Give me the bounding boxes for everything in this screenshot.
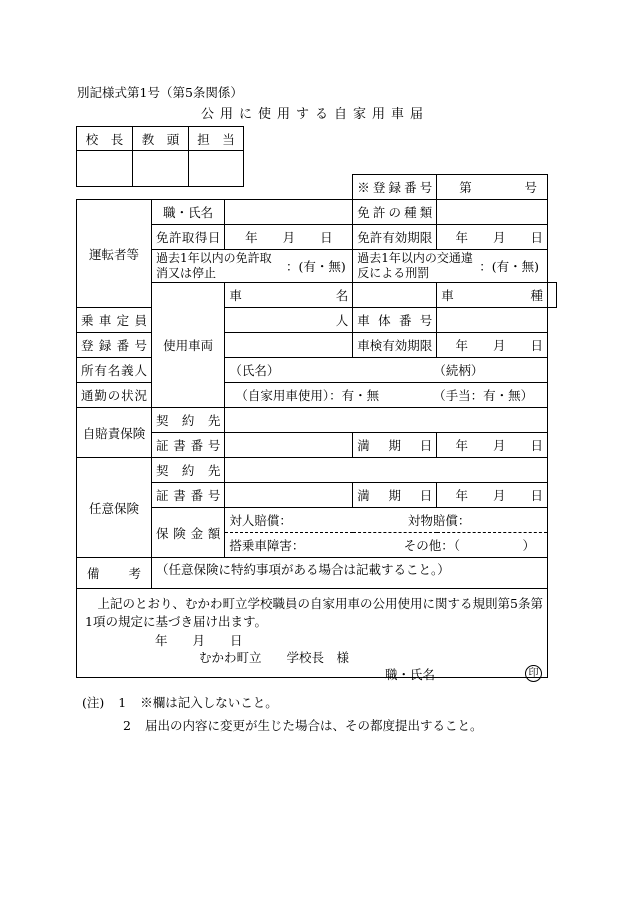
compulsory-expiry-field[interactable]: 年 月 日 <box>437 433 548 458</box>
commute-allowance-value: （手当：有・無） <box>433 388 534 403</box>
car-name-label: 車 名 <box>225 283 353 308</box>
note-1-text: ※欄は記入しないこと。 <box>140 695 278 710</box>
owner-field[interactable] <box>225 358 548 383</box>
note-1-number: 1 <box>118 695 127 710</box>
plate-number-label: 登録番号 <box>77 333 152 358</box>
note-prefix: (注) <box>82 695 105 710</box>
remarks-instruction: （任意保険に特約事項がある場合は記載すること。） <box>156 562 450 577</box>
passenger-injury-label: 搭乗車障害： <box>229 538 305 553</box>
coverage-bodily-property-field[interactable] <box>225 508 548 533</box>
approval-header-vice-principal: 教 頭 <box>133 127 189 151</box>
compulsory-expiry-label: 満期日 <box>353 433 437 458</box>
driver-name-label: 職・氏名 <box>152 200 225 225</box>
plate-number-field[interactable] <box>225 333 353 358</box>
compulsory-cert-field[interactable] <box>225 433 353 458</box>
driver-name-field[interactable] <box>225 200 353 225</box>
violation-cell[interactable] <box>353 250 548 283</box>
violation-value: ：(有・無) <box>479 259 540 274</box>
form-title: 公用に使用する自家用車届 <box>200 107 429 122</box>
capacity-field[interactable]: 人 <box>225 308 353 333</box>
section-voluntary-insurance: 任意保険 <box>77 458 152 558</box>
owner-label: 所有名義人 <box>77 358 152 383</box>
registration-number-label: ※登録番号 <box>353 175 437 200</box>
commute-usage-value: （自家用車使用）：有・無 <box>235 388 380 403</box>
remarks-field[interactable] <box>152 558 548 589</box>
other-coverage-label: その他：（ ） <box>403 538 535 553</box>
voluntary-cert-field[interactable] <box>225 483 353 508</box>
coverage-passenger-other-field[interactable] <box>225 533 548 558</box>
note-2-number: 2 <box>123 718 131 733</box>
revocation-cell[interactable] <box>152 250 353 283</box>
revocation-value: ：(有・無) <box>286 259 346 274</box>
coverage-amount-label: 保険金額 <box>152 508 225 558</box>
note-2 <box>123 716 482 734</box>
car-name-field[interactable] <box>353 283 437 308</box>
chassis-number-field[interactable] <box>437 308 548 333</box>
voluntary-contract-field[interactable] <box>225 458 548 483</box>
form-number: 別記様式第1号（第5条関係） <box>77 85 243 100</box>
registration-number-field[interactable]: 第 号 <box>437 175 548 200</box>
commute-field[interactable] <box>225 383 548 408</box>
revocation-label: 過去1年以内の免許取消又は停止 <box>156 251 272 280</box>
approval-header-principal: 校 長 <box>77 127 133 151</box>
signer-label: 職・氏名 <box>385 667 436 682</box>
approval-header-staff: 担 当 <box>189 127 244 151</box>
compulsory-cert-label: 証書番号 <box>152 433 225 458</box>
declaration-date[interactable]: 年 月 日 <box>155 633 243 648</box>
license-expiry-label: 免許有効期限 <box>353 225 437 250</box>
remarks-label: 備 考 <box>77 558 152 589</box>
license-date-label: 免許取得日 <box>152 225 225 250</box>
property-liability-label: 対物賠償： <box>407 513 471 528</box>
compulsory-contract-field[interactable] <box>225 408 548 433</box>
declaration-text: 上記のとおり、むかわ町立学校職員の自家用車の公用使用に関する規則第5条第1項の規定に基づき届け出ます。 <box>85 596 543 629</box>
compulsory-contract-label: 契約先 <box>152 408 225 433</box>
main-form-table <box>76 174 557 682</box>
capacity-label: 乗車定員 <box>77 308 152 333</box>
section-vehicle: 使用車両 <box>152 283 225 408</box>
declaration-block <box>77 589 548 682</box>
inspection-expiry-label: 車検有効期限 <box>353 333 437 358</box>
license-type-field[interactable] <box>437 200 548 225</box>
license-date-field[interactable]: 年 月 日 <box>225 225 353 250</box>
violation-label: 過去1年以内の交通違反による刑罰 <box>357 251 473 280</box>
voluntary-cert-label: 証書番号 <box>152 483 225 508</box>
inspection-expiry-field[interactable]: 年 月 日 <box>437 333 548 358</box>
section-compulsory-insurance: 自賠責保険 <box>77 408 152 458</box>
note-2-text: 届出の内容に変更が生じた場合は、その都度提出すること。 <box>144 718 483 733</box>
section-driver: 運転者等 <box>77 200 152 308</box>
license-type-label: 免許の種類 <box>353 200 437 225</box>
car-type-label: 車 種 <box>437 283 548 308</box>
chassis-number-label: 車体番号 <box>353 308 437 333</box>
declaration-addressee[interactable]: むかわ町立 学校長 様 <box>199 650 350 665</box>
voluntary-expiry-field[interactable]: 年 月 日 <box>437 483 548 508</box>
note-1 <box>82 693 278 711</box>
seal-icon: 印 <box>525 664 542 682</box>
owner-name-placeholder: （氏名） <box>229 363 280 378</box>
car-type-field[interactable] <box>548 283 557 308</box>
license-expiry-field[interactable]: 年 月 日 <box>437 225 548 250</box>
owner-relation-placeholder: （続柄） <box>433 363 484 378</box>
commute-label: 通勤の状況 <box>77 383 152 408</box>
voluntary-expiry-label: 満期日 <box>353 483 437 508</box>
voluntary-contract-label: 契約先 <box>152 458 225 483</box>
bodily-liability-label: 対人賠償： <box>229 513 292 528</box>
